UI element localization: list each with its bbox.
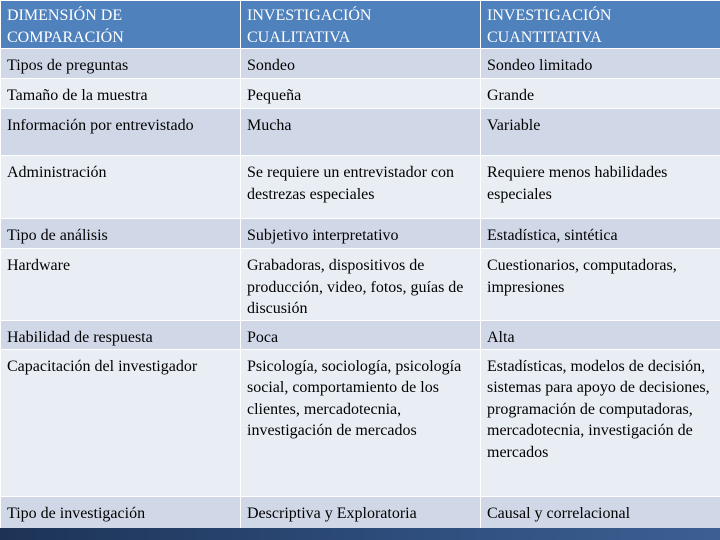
quantitative-cell: Grande bbox=[481, 79, 720, 109]
table-row bbox=[1, 79, 720, 109]
table-row bbox=[1, 349, 720, 496]
table-row bbox=[1, 249, 720, 321]
dimension-cell: Capacitación del investigador bbox=[1, 349, 241, 496]
header-quantitative: INVESTIGACIÓN CUANTITATIVA bbox=[481, 1, 720, 49]
qualitative-cell: Psicología, sociología, psicología social, comportamiento de los clientes, mercadotecnia, investigación de mercados bbox=[241, 349, 481, 496]
dimension-cell: Información por entrevistado bbox=[1, 109, 241, 156]
dimension-cell: Habilidad de respuesta bbox=[1, 320, 241, 349]
qualitative-cell: Poca bbox=[241, 320, 481, 349]
slide-footer-bar bbox=[0, 528, 720, 540]
quantitative-cell: Causal y correlacional bbox=[481, 496, 720, 529]
qualitative-cell: Mucha bbox=[241, 109, 481, 156]
qualitative-cell: Se requiere un entrevistador con destrezas especiales bbox=[241, 156, 481, 219]
table-row bbox=[1, 320, 720, 349]
quantitative-cell: Requiere menos habilidades especiales bbox=[481, 156, 720, 219]
table-row bbox=[1, 109, 720, 156]
qualitative-cell: Pequeña bbox=[241, 79, 481, 109]
quantitative-cell: Variable bbox=[481, 109, 720, 156]
quantitative-cell: Cuestionarios, computadoras, impresiones bbox=[481, 249, 720, 321]
table-row bbox=[1, 49, 720, 79]
table-row bbox=[1, 219, 720, 249]
dimension-cell: Hardware bbox=[1, 249, 241, 321]
dimension-cell: Tipos de preguntas bbox=[1, 49, 241, 79]
header-qualitative: INVESTIGACIÓN CUALITATIVA bbox=[241, 1, 481, 49]
header-dimension: DIMENSIÓN DE COMPARACIÓN bbox=[1, 1, 241, 49]
quantitative-cell: Estadística, sintética bbox=[481, 219, 720, 249]
quantitative-cell: Estadísticas, modelos de decisión, sistemas para apoyo de decisiones, programación de computadoras, mercadotecnia, investigación de mercados bbox=[481, 349, 720, 496]
qualitative-cell: Descriptiva y Exploratoria bbox=[241, 496, 481, 529]
qualitative-cell: Subjetivo interpretativo bbox=[241, 219, 481, 249]
qualitative-cell: Sondeo bbox=[241, 49, 481, 79]
dimension-cell: Tamaño de la muestra bbox=[1, 79, 241, 109]
table-row bbox=[1, 156, 720, 219]
quantitative-cell: Sondeo limitado bbox=[481, 49, 720, 79]
qualitative-cell: Grabadoras, dispositivos de producción, video, fotos, guías de discusión bbox=[241, 249, 481, 321]
dimension-cell: Tipo de investigación bbox=[1, 496, 241, 529]
table-row bbox=[1, 496, 720, 529]
quantitative-cell: Alta bbox=[481, 320, 720, 349]
table-header-row bbox=[1, 1, 720, 49]
dimension-cell: Tipo de análisis bbox=[1, 219, 241, 249]
dimension-cell: Administración bbox=[1, 156, 241, 219]
